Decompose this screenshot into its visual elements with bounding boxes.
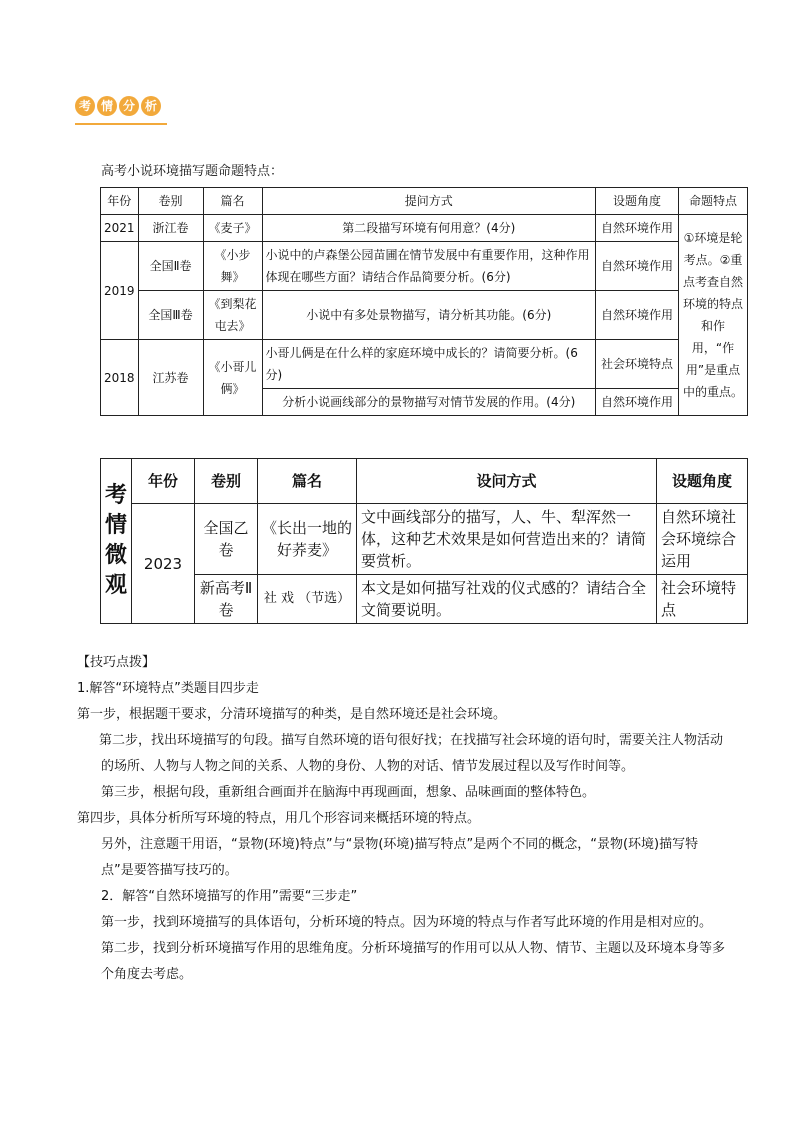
- paragraph: 第一步，根据题干要求，分清环境描写的种类，是自然环境还是社会环境。: [77, 707, 507, 722]
- side-char: 观: [105, 573, 128, 598]
- header-cell: 篇名: [258, 459, 357, 504]
- header-cell: 年份: [101, 188, 139, 215]
- header-cell: 命题特点: [679, 188, 748, 215]
- cell-question: 本文是如何描写社戏的仪式感的？请结合全文简要说明。: [357, 575, 657, 624]
- intro-text: 高考小说环境描写题命题特点：: [101, 164, 284, 179]
- cell-question: 小说中有多处景物描写，请分析其功能。(6分): [262, 291, 595, 340]
- subheading: 2．解答“自然环境描写的作用”需要“三步走”: [101, 889, 358, 904]
- cell-angle: 自然环境作用: [596, 291, 679, 340]
- side-char: 考: [105, 483, 128, 508]
- cell-title: 《小步舞》: [203, 242, 262, 291]
- header-cell: 卷别: [138, 188, 203, 215]
- cell-title: 《长出一地的好荞麦》: [258, 504, 357, 575]
- cell-angle: 自然环境作用: [596, 389, 679, 416]
- cell-year: 2019: [101, 242, 139, 340]
- table-row: [101, 340, 748, 389]
- paragraph: 第四步，具体分析所写环境的特点，用几个形容词来概括环境的特点。: [77, 811, 481, 826]
- cell-title: 社 戏 （节选）: [258, 575, 357, 624]
- badge-char: 情: [97, 96, 117, 116]
- table-row: [101, 575, 748, 624]
- table-row: [101, 291, 748, 340]
- cell-question: 小哥儿俩是在什么样的家庭环境中成长的？请简要分析。(6分): [262, 340, 595, 389]
- cell-paper: 浙江卷: [138, 215, 203, 242]
- header-cell: 提问方式: [262, 188, 595, 215]
- cell-paper: 新高考Ⅱ卷: [195, 575, 258, 624]
- paragraph: 另外，注意题干用语，“景物(环境)特点”与“景物(环境)描写特点”是两个不同的概念，“景物(环境)描写特点”是要答描写技巧的。: [101, 837, 699, 878]
- cell-title: 《到梨花屯去》: [203, 291, 262, 340]
- paragraph: 第三步，根据句段，重新组合画面并在脑海中再现画面，想象、品味画面的整体特色。: [101, 785, 596, 800]
- micro-table: [100, 458, 748, 624]
- section-badge: [75, 96, 163, 122]
- cell-paper: 全国Ⅱ卷: [138, 242, 203, 291]
- badge-underline: [75, 123, 167, 125]
- cell-question: 小说中的卢森堡公园苗圃在情节发展中有重要作用，这种作用体现在哪些方面？请结合作品简要分析。(6分): [262, 242, 595, 291]
- header-cell: 设问方式: [357, 459, 657, 504]
- cell-question: 分析小说画线部分的景物描写对情节发展的作用。(4分): [262, 389, 595, 416]
- section-heading: 【技巧点拨】: [77, 655, 156, 670]
- cell-paper: 全国乙卷: [195, 504, 258, 575]
- cell-year: 2018: [101, 340, 139, 416]
- cell-angle: 自然环境作用: [596, 215, 679, 242]
- cell-angle: 自然环境作用: [596, 242, 679, 291]
- cell-angle: 社会环境特点: [657, 575, 748, 624]
- cell-feature: ①环境是轮考点。②重点考查自然环境的特点和作用，“作用”是重点中的重点。: [679, 215, 748, 416]
- header-cell: 设题角度: [657, 459, 748, 504]
- cell-year: 2021: [101, 215, 139, 242]
- paragraph: 第二步，找出环境描写的句段。描写自然环境的语句很好找；在找描写社会环境的语句时，需要关注人物活动的场所、人物与人物之间的关系、人物的身份、人物的对话、情节发展过程以及写作时间等。: [99, 733, 724, 774]
- header-cell: 年份: [132, 459, 195, 504]
- cell-paper: 江苏卷: [138, 340, 203, 416]
- cell-question: 文中画线部分的描写，人、牛、犁浑然一体，这种艺术效果是如何营造出来的？请简要赏析。: [357, 504, 657, 575]
- exam-table: [100, 187, 748, 416]
- header-cell: 篇名: [203, 188, 262, 215]
- header-cell: 卷别: [195, 459, 258, 504]
- cell-paper: 全国Ⅲ卷: [138, 291, 203, 340]
- paragraph: 第一步，找到环境描写的具体语句，分析环境的特点。因为环境的特点与作者写此环境的作用是相对应的。: [101, 915, 713, 930]
- side-char: 情: [105, 513, 128, 538]
- table-header-row: [101, 459, 748, 504]
- cell-angle: 社会环境特点: [596, 340, 679, 389]
- tips-section: [77, 650, 726, 988]
- cell-title: 《麦子》: [203, 215, 262, 242]
- cell-angle: 自然环境社会环境综合运用: [657, 504, 748, 575]
- table-row: [101, 504, 748, 575]
- cell-title: 《小哥儿俩》: [203, 340, 262, 416]
- cell-year: 2023: [132, 504, 195, 624]
- subheading: 1.解答“环境特点”类题目四步走: [77, 681, 259, 696]
- table-row: [101, 242, 748, 291]
- header-cell: 设题角度: [596, 188, 679, 215]
- cell-question: 第二段描写环境有何用意？(4分): [262, 215, 595, 242]
- table-row: [101, 215, 748, 242]
- badge-char: 析: [141, 96, 161, 116]
- table-header-row: [101, 188, 748, 215]
- side-label: [101, 459, 132, 624]
- side-char: 微: [105, 543, 128, 568]
- paragraph: 第二步，找到分析环境描写作用的思维角度。分析环境描写的作用可以从人物、情节、主题以及环境本身等多个角度去考虑。: [101, 941, 726, 982]
- badge-char: 考: [75, 96, 95, 116]
- badge-char: 分: [119, 96, 139, 116]
